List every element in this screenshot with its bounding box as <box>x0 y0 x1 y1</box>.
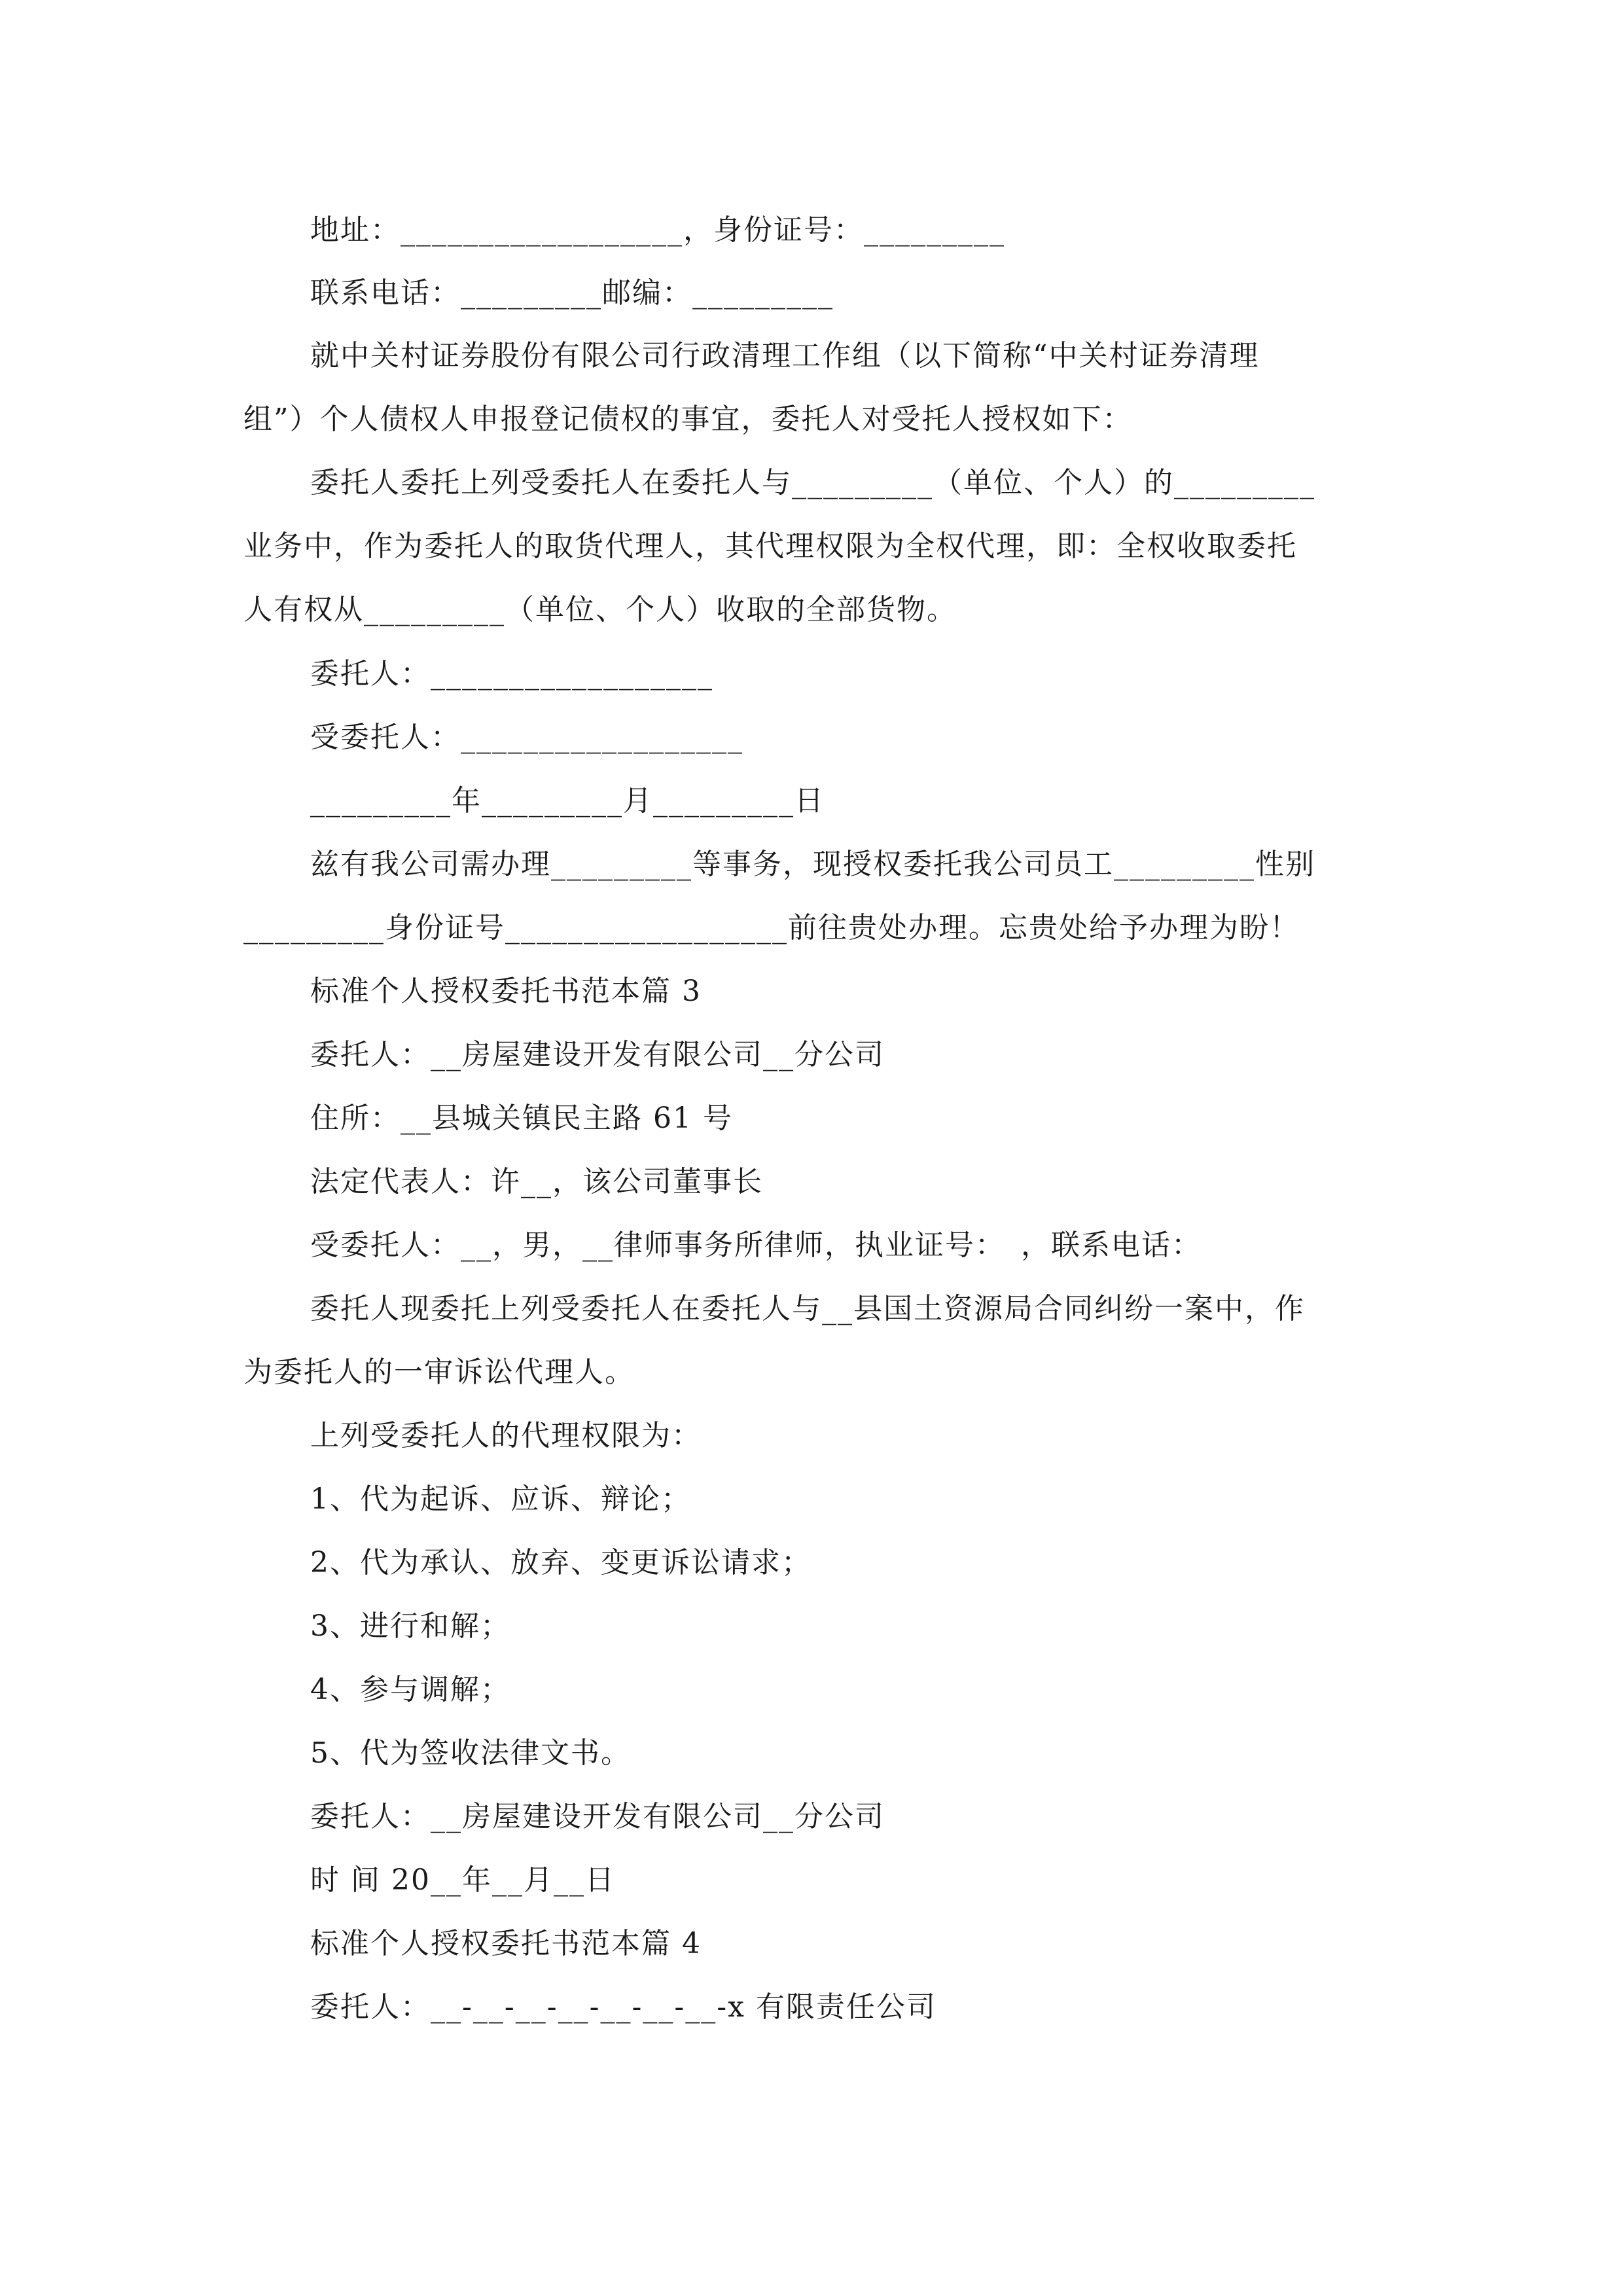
paragraph-line: 委托人现委托上列受委托人在委托人与__县国土资源局合同纠纷一案中，作 <box>310 1292 1305 1325</box>
phone-zip-line: 联系电话：_________邮编：_________ <box>310 276 834 310</box>
section-heading: 标准个人授权委托书范本篇 4 <box>310 1927 702 1960</box>
legal-rep-line: 法定代表人：许__，该公司董事长 <box>310 1165 763 1198</box>
paragraph-line: 兹有我公司需办理_________等事务，现授权委托我公司员工_________性别 <box>310 848 1315 881</box>
list-item: 2、代为承认、放弃、变更诉讼请求； <box>310 1546 812 1579</box>
authority-heading: 上列受委托人的代理权限为： <box>310 1419 702 1452</box>
principal-line: 委托人：__房屋建设开发有限公司__分公司 <box>310 1038 885 1071</box>
date-line: 时 间 20__年__月__日 <box>310 1863 615 1897</box>
principal-signature-line: 委托人：__________________ <box>310 657 713 691</box>
principal-line: 委托人：__-__-__-__-__-__-__-x 有限责任公司 <box>310 1990 936 2024</box>
list-item: 1、代为起诉、应诉、辩论； <box>310 1482 691 1516</box>
list-item: 3、进行和解； <box>310 1609 510 1643</box>
paragraph-line: 就中关村证券股份有限公司行政清理工作组（以下简称“中关村证券清理 <box>310 339 1260 372</box>
paragraph-line: _________身份证号__________________前往贵处办理。忘贵处给予办理为盼！ <box>243 911 1300 944</box>
address-line: 住所：__县城关镇民主路 61 号 <box>310 1102 733 1135</box>
paragraph-line: 为委托人的一审诉讼代理人。 <box>243 1355 635 1389</box>
agent-line: 受委托人：__，男，__律师事务所律师，执业证号： ，联系电话： <box>310 1229 1202 1262</box>
address-id-line: 地址：__________________，身份证号：_________ <box>310 213 1005 247</box>
agent-signature-line: 受委托人：__________________ <box>310 721 743 754</box>
paragraph-line: 组”）个人债权人申报登记债权的事宜，委托人对受托人授权如下： <box>243 403 1133 436</box>
paragraph-line: 业务中，作为委托人的取货代理人，其代理权限为全权代理，即：全权收取委托 <box>243 529 1297 563</box>
principal-line: 委托人：__房屋建设开发有限公司__分公司 <box>310 1800 885 1833</box>
paragraph-line: 人有权从_________（单位、个人）收取的全部货物。 <box>243 593 957 626</box>
list-item: 5、代为签收法律文书。 <box>310 1736 631 1770</box>
date-line: _________年_________月_________日 <box>310 784 825 817</box>
section-heading: 标准个人授权委托书范本篇 3 <box>310 975 702 1008</box>
list-item: 4、参与调解； <box>310 1673 510 1706</box>
paragraph-line: 委托人委托上列受委托人在委托人与_________（单位、个人）的_________ <box>310 466 1315 499</box>
